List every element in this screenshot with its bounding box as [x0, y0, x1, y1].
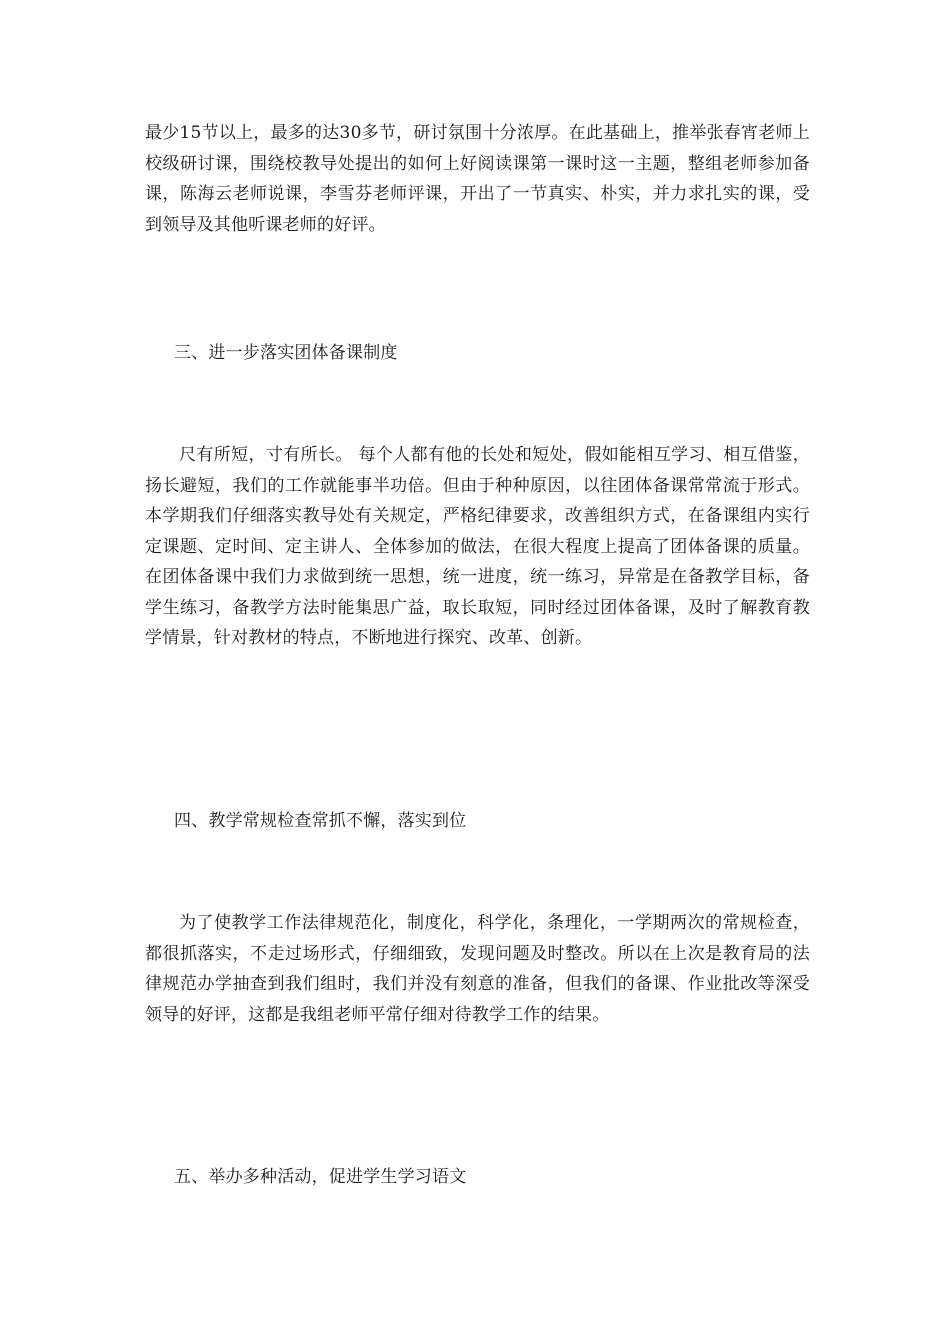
- paragraph-section-4: 为了使教学工作法律规范化，制度化，科学化，条理化，一学期两次的常规检查，都很抓落实，不走过场形式，仔细细致，发现问题及时整改。所以在上次是教育局的法律规范办学抽查到我们组时，我们并没有刻意的准备，但我们的备课、作业批改等深受领导的好评，这都是我组老师平常仔细对待教学工作的结果。: [145, 913, 810, 1025]
- section-heading-4: 四、教学常规检查常抓不懈，落实到位: [174, 811, 467, 831]
- section-heading-3: 三、进一步落实团体备课制度: [174, 343, 398, 363]
- section-heading-5: 五、举办多种活动，促进学生学习语文: [174, 1167, 467, 1187]
- paragraph-continued: 最少15节以上，最多的达30多节，研讨氛围十分浓厚。在此基础上，推举张春宵老师上校级研讨课，围绕校教导处提出的如何上好阅读课第一课时这一主题，整组老师参加备课，陈海云老师说课，李雪芬老师评课，开出了一节真实、朴实，并力求扎实的课，受到领导及其他听课老师的好评。: [145, 123, 810, 235]
- paragraph-section-3: 尺有所短，寸有所长。 每个人都有他的长处和短处，假如能相互学习、相互借鉴，扬长避短，我们的工作就能事半功倍。但由于种种原因，以往团体备课常常流于形式。本学期我们仔细落实教导处有关规定，严格纪律要求，改善组织方式，在备课组内实行定课题、定时间、定主讲人、全体参加的做法，在很大程度上提高了团体备课的质量。在团体备课中我们力求做到统一思想，统一进度，统一练习，异常是在备教学目标，备学生练习，备教学方法时能集思广益，取长取短，同时经过团体备课，及时了解教育教学情景，针对教材的特点，不断地进行探究、改革、创新。: [145, 445, 810, 648]
